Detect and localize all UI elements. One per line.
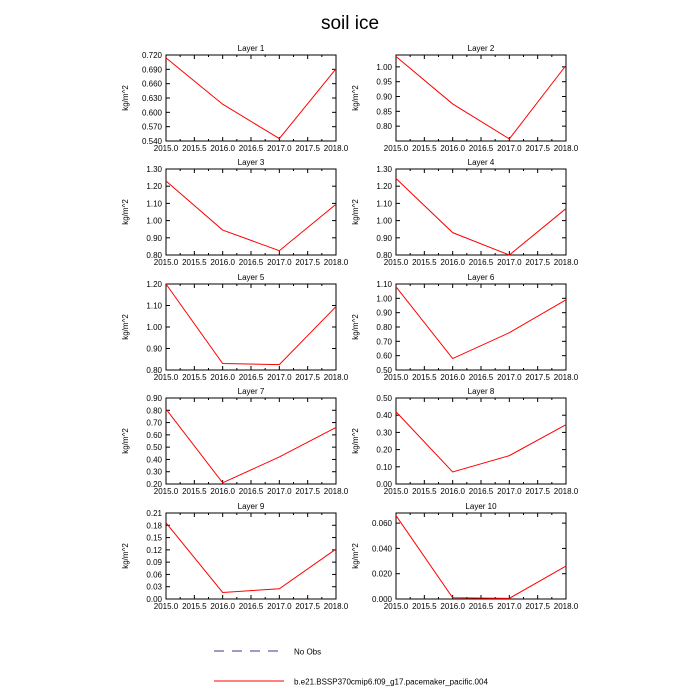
series-line: [396, 412, 566, 472]
x-tick-label: 2016.0: [440, 144, 465, 153]
x-tick-label: 2015.5: [182, 258, 207, 267]
x-tick-label: 2018.0: [553, 373, 579, 382]
x-tick-label: 2015.0: [383, 487, 409, 496]
panel-title: Layer 5: [237, 273, 265, 282]
x-tick-label: 2015.5: [412, 373, 437, 382]
y-tick-label: 0.10: [376, 462, 392, 472]
x-tick-label: 2016.0: [440, 602, 465, 611]
x-tick-label: 2016.0: [210, 487, 235, 496]
x-tick-label: 2017.0: [497, 487, 522, 496]
y-axis-label: kg/m^2: [351, 314, 360, 340]
x-tick-label: 2018.0: [553, 487, 579, 496]
x-tick-label: 2015.5: [412, 602, 437, 611]
legend-label-no-obs: No Obs: [294, 647, 322, 657]
chart-panels: [121, 44, 579, 611]
y-tick-label: 0.060: [371, 519, 392, 529]
x-tick-label: 2016.0: [210, 602, 235, 611]
x-tick-label: 2015.0: [153, 487, 179, 496]
x-tick-label: 2016.5: [468, 487, 494, 496]
x-tick-label: 2017.5: [295, 144, 320, 153]
series-line: [396, 287, 566, 359]
x-tick-label: 2016.5: [468, 144, 494, 153]
y-tick-label: 0.80: [146, 251, 162, 260]
series-line: [166, 284, 336, 365]
y-tick-label: 0.600: [141, 108, 162, 118]
plot-frame: [396, 513, 566, 599]
x-tick-label: 2015.0: [383, 602, 409, 611]
y-tick-label: 0.540: [141, 137, 162, 146]
y-tick-label: 0.80: [146, 366, 162, 375]
y-tick-label: 1.00: [376, 294, 392, 304]
series-line: [166, 181, 336, 251]
y-tick-label: 0.90: [146, 233, 162, 243]
x-tick-label: 2016.5: [238, 373, 264, 382]
x-tick-label: 2017.5: [295, 373, 320, 382]
y-axis-label: kg/m^2: [351, 199, 360, 225]
y-tick-label: 0.80: [146, 406, 162, 416]
x-tick-label: 2017.0: [497, 373, 522, 382]
x-tick-label: 2017.0: [267, 602, 292, 611]
chart-panel-layer-7: [121, 387, 349, 496]
y-tick-label: 0.90: [376, 233, 392, 243]
x-tick-label: 2016.0: [440, 373, 465, 382]
y-tick-label: 0.03: [146, 582, 162, 592]
x-tick-label: 2015.5: [412, 144, 437, 153]
y-tick-label: 1.00: [146, 323, 162, 332]
y-tick-label: 0.20: [376, 445, 392, 455]
x-tick-label: 2017.5: [295, 258, 320, 267]
x-tick-label: 2015.0: [383, 373, 409, 382]
legend: [214, 648, 488, 687]
y-tick-label: 0.00: [376, 480, 392, 489]
x-tick-label: 2018.0: [553, 602, 579, 611]
x-tick-label: 2017.0: [267, 144, 292, 153]
y-axis-label: kg/m^2: [121, 543, 130, 569]
legend-item-run: [214, 678, 488, 687]
x-tick-label: 2016.5: [238, 487, 264, 496]
series-line: [166, 523, 336, 593]
chart-panel-layer-6: [351, 273, 579, 382]
y-tick-label: 0.50: [376, 394, 392, 403]
y-tick-label: 0.09: [146, 558, 162, 568]
y-tick-label: 1.10: [376, 280, 392, 289]
y-tick-label: 1.10: [146, 199, 162, 209]
x-tick-label: 2016.5: [468, 602, 494, 611]
x-tick-label: 2017.0: [267, 258, 292, 267]
panel-title: Layer 10: [465, 502, 497, 511]
panel-title: Layer 7: [237, 387, 265, 396]
y-tick-label: 0.30: [146, 467, 162, 477]
y-axis-label: kg/m^2: [121, 314, 130, 340]
chart-panel-layer-5: [121, 273, 349, 382]
x-tick-label: 2015.5: [412, 258, 437, 267]
x-tick-label: 2015.5: [412, 487, 437, 496]
y-tick-label: 0.690: [141, 65, 162, 75]
series-line: [166, 58, 336, 139]
y-tick-label: 0.06: [146, 570, 162, 580]
y-tick-label: 1.30: [376, 165, 392, 174]
series-line: [166, 409, 336, 483]
x-tick-label: 2015.5: [182, 144, 207, 153]
y-tick-label: 1.20: [146, 280, 162, 289]
y-axis-label: kg/m^2: [121, 85, 130, 111]
y-tick-label: 1.30: [146, 165, 162, 174]
y-tick-label: 0.90: [376, 92, 392, 102]
x-tick-label: 2017.5: [295, 602, 320, 611]
panel-title: Layer 8: [467, 387, 495, 396]
x-tick-label: 2018.0: [323, 258, 349, 267]
y-tick-label: 0.90: [376, 308, 392, 318]
y-tick-label: 0.60: [146, 430, 162, 440]
y-tick-label: 0.15: [146, 533, 162, 543]
x-tick-label: 2017.5: [525, 487, 550, 496]
y-tick-label: 1.20: [376, 182, 392, 192]
y-tick-label: 0.30: [376, 428, 392, 438]
panel-title: Layer 4: [467, 158, 495, 167]
chart-panel-layer-8: [351, 387, 579, 496]
x-tick-label: 2016.5: [238, 602, 264, 611]
legend-label-run: b.e21.BSSP370cmip6.f09_g17.pacemaker_pacific.004: [294, 677, 488, 687]
y-tick-label: 1.00: [146, 216, 162, 226]
plot-frame: [396, 169, 566, 255]
chart-panel-layer-2: [351, 44, 579, 153]
y-tick-label: 0.70: [146, 418, 162, 428]
x-tick-label: 2018.0: [323, 373, 349, 382]
x-tick-label: 2017.0: [497, 602, 522, 611]
x-tick-label: 2017.0: [267, 373, 292, 382]
x-tick-label: 2017.5: [525, 602, 550, 611]
y-tick-label: 1.10: [146, 301, 162, 311]
plot-frame: [166, 55, 336, 141]
y-tick-label: 1.00: [376, 62, 392, 72]
x-tick-label: 2016.5: [468, 258, 494, 267]
y-tick-label: 0.40: [376, 411, 392, 421]
x-tick-label: 2018.0: [323, 144, 349, 153]
legend-item-no-obs: [214, 648, 321, 657]
y-tick-label: 0.630: [141, 94, 162, 103]
x-tick-label: 2015.0: [383, 144, 409, 153]
x-tick-label: 2018.0: [553, 144, 579, 153]
x-tick-label: 2016.0: [440, 487, 465, 496]
x-tick-label: 2015.0: [153, 602, 179, 611]
y-tick-label: 0.80: [376, 122, 392, 132]
y-tick-label: 0.90: [146, 344, 162, 354]
y-tick-label: 0.570: [141, 122, 162, 132]
y-tick-label: 0.80: [376, 323, 392, 332]
x-tick-label: 2017.5: [525, 373, 550, 382]
y-tick-label: 0.60: [376, 351, 392, 361]
y-tick-label: 1.20: [146, 182, 162, 192]
y-tick-label: 0.020: [371, 569, 392, 579]
series-line: [396, 56, 566, 138]
y-tick-label: 1.00: [376, 216, 392, 226]
y-tick-label: 0.70: [376, 337, 392, 347]
y-tick-label: 0.21: [146, 509, 162, 518]
y-tick-label: 0.660: [141, 79, 162, 89]
x-tick-label: 2018.0: [553, 258, 579, 267]
y-tick-label: 0.18: [146, 521, 162, 531]
y-tick-label: 0.85: [376, 107, 392, 117]
y-tick-label: 0.50: [376, 366, 392, 375]
x-tick-label: 2016.5: [238, 144, 264, 153]
y-tick-label: 0.720: [141, 51, 162, 60]
y-tick-label: 0.95: [376, 77, 392, 87]
chart-panel-layer-1: [121, 44, 349, 153]
y-tick-label: 0.12: [146, 545, 162, 555]
x-tick-label: 2018.0: [323, 602, 349, 611]
panel-title: Layer 1: [237, 44, 265, 53]
x-tick-label: 2018.0: [323, 487, 349, 496]
x-tick-label: 2016.5: [468, 373, 494, 382]
x-tick-label: 2015.0: [383, 258, 409, 267]
y-axis-label: kg/m^2: [351, 428, 360, 454]
x-tick-label: 2015.5: [182, 487, 207, 496]
y-axis-label: kg/m^2: [351, 543, 360, 569]
y-tick-label: 0.90: [146, 394, 162, 403]
x-tick-label: 2017.5: [525, 258, 550, 267]
x-tick-label: 2015.5: [182, 602, 207, 611]
x-tick-label: 2015.0: [153, 144, 179, 153]
y-tick-label: 0.20: [146, 480, 162, 489]
chart-panel-layer-10: [351, 502, 579, 611]
panel-title: Layer 6: [467, 273, 495, 282]
x-tick-label: 2016.0: [440, 258, 465, 267]
x-tick-label: 2017.0: [497, 258, 522, 267]
series-line: [396, 178, 566, 255]
x-tick-label: 2016.0: [210, 144, 235, 153]
y-tick-label: 0.80: [376, 251, 392, 260]
y-tick-label: 1.10: [376, 199, 392, 209]
plot-frame: [396, 284, 566, 370]
x-tick-label: 2017.5: [295, 487, 320, 496]
x-tick-label: 2017.0: [267, 487, 292, 496]
y-axis-label: kg/m^2: [121, 428, 130, 454]
x-tick-label: 2016.5: [238, 258, 264, 267]
x-tick-label: 2015.0: [153, 373, 179, 382]
y-tick-label: 0.40: [146, 455, 162, 465]
x-tick-label: 2015.0: [153, 258, 179, 267]
x-tick-label: 2016.0: [210, 373, 235, 382]
chart-panel-layer-4: [351, 158, 579, 267]
panel-title: Layer 3: [237, 158, 265, 167]
y-axis-label: kg/m^2: [351, 85, 360, 111]
x-tick-label: 2017.0: [497, 144, 522, 153]
chart-panel-layer-9: [121, 502, 349, 611]
series-line: [396, 516, 566, 599]
plot-frame: [396, 398, 566, 484]
y-tick-label: 0.50: [146, 443, 162, 453]
x-tick-label: 2015.5: [182, 373, 207, 382]
panel-title: Layer 9: [237, 502, 265, 511]
plot-frame: [166, 284, 336, 370]
x-tick-label: 2017.5: [525, 144, 550, 153]
y-tick-label: 0.00: [146, 595, 162, 604]
chart-panel-layer-3: [121, 158, 349, 267]
y-axis-label: kg/m^2: [121, 199, 130, 225]
figure-title: soil ice: [320, 13, 380, 34]
y-tick-label: 0.040: [371, 544, 392, 554]
y-tick-label: 0.000: [371, 595, 392, 604]
plot-frame: [166, 513, 336, 599]
panel-title: Layer 2: [467, 44, 495, 53]
plot-frame: [166, 169, 336, 255]
x-tick-label: 2016.0: [210, 258, 235, 267]
